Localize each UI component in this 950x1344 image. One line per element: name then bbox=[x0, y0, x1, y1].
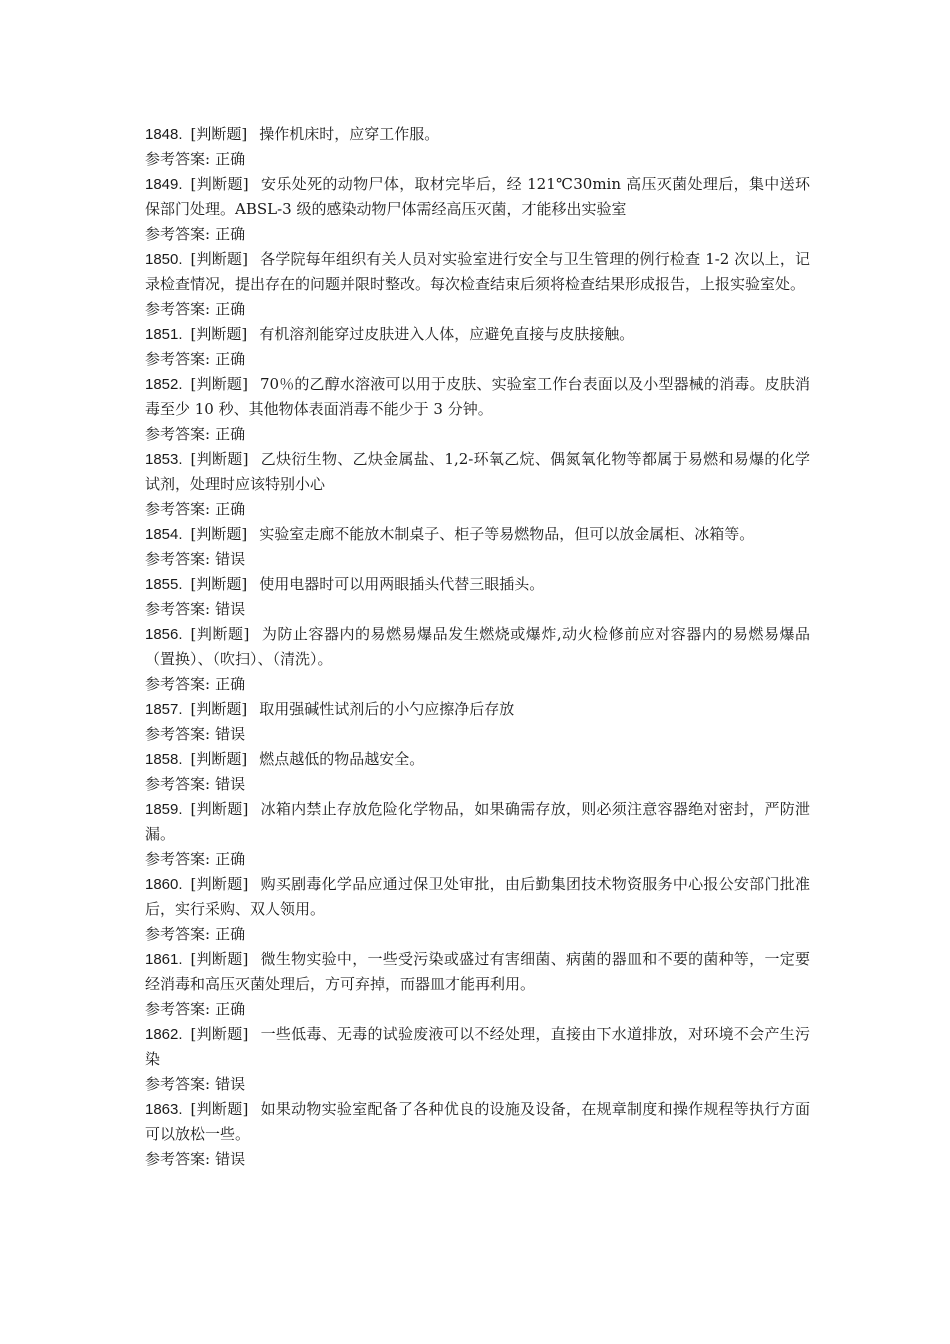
question-number: 1848. bbox=[145, 126, 183, 143]
answer-label: 参考答案: bbox=[145, 225, 211, 243]
answer-label: 参考答案: bbox=[145, 775, 211, 793]
document-page bbox=[145, 122, 810, 1172]
answer-value: 正确 bbox=[215, 350, 246, 368]
question-number: 1857. bbox=[145, 701, 183, 718]
question-item bbox=[145, 872, 810, 947]
question-item bbox=[145, 122, 810, 172]
answer-label: 参考答案: bbox=[145, 425, 211, 443]
question-line bbox=[145, 747, 810, 772]
question-type: [判断题] bbox=[190, 750, 248, 768]
question-number: 1863. bbox=[145, 1101, 183, 1118]
question-item bbox=[145, 1097, 810, 1172]
answer-label: 参考答案: bbox=[145, 550, 211, 568]
question-number: 1856. bbox=[145, 626, 183, 643]
question-text: 微生物实验中，一些受污染或盛过有害细菌、病菌的器皿和不要的菌种等，一定要经消毒和高压灭菌处理后，方可弃掉，而器皿才能再利用。 bbox=[145, 950, 810, 993]
answer-value: 正确 bbox=[215, 300, 246, 318]
question-number: 1849. bbox=[145, 176, 183, 193]
question-text: 为防止容器内的易燃易爆品发生燃烧或爆炸,动火检修前应对容器内的易燃易爆品 （置换）、（吹扫）、（清洗）。 bbox=[145, 625, 810, 668]
question-line bbox=[145, 322, 810, 347]
question-line bbox=[145, 1022, 810, 1072]
question-text: 冰箱内禁止存放危险化学物品，如果确需存放，则必须注意容器绝对密封，严防泄漏。 bbox=[145, 800, 810, 843]
answer-value: 正确 bbox=[215, 850, 246, 868]
question-text: 有机溶剂能穿过皮肤进入人体，应避免直接与皮肤接触。 bbox=[259, 325, 635, 343]
answer-line bbox=[145, 672, 810, 697]
answer-value: 错误 bbox=[215, 775, 246, 793]
question-number: 1853. bbox=[145, 451, 183, 468]
answer-value: 错误 bbox=[215, 550, 246, 568]
answer-value: 正确 bbox=[215, 425, 246, 443]
question-number: 1854. bbox=[145, 526, 183, 543]
answer-line bbox=[145, 1147, 810, 1172]
question-text: 购买剧毒化学品应通过保卫处审批，由后勤集团技术物资服务中心报公安部门批准后，实行采购、双人领用。 bbox=[145, 875, 810, 918]
question-type: [判断题] bbox=[190, 175, 249, 193]
question-number: 1852. bbox=[145, 376, 183, 393]
answer-label: 参考答案: bbox=[145, 850, 211, 868]
question-number: 1859. bbox=[145, 801, 183, 818]
answer-label: 参考答案: bbox=[145, 675, 211, 693]
answer-label: 参考答案: bbox=[145, 300, 211, 318]
question-line bbox=[145, 622, 810, 672]
question-item bbox=[145, 247, 810, 322]
answer-line bbox=[145, 547, 810, 572]
answer-value: 正确 bbox=[215, 925, 246, 943]
question-text: 乙炔衍生物、乙炔金属盐、1,2-环氧乙烷、偶氮氧化物等都属于易燃和易爆的化学试剂，处理时应该特别小心 bbox=[145, 450, 810, 493]
question-number: 1860. bbox=[145, 876, 183, 893]
question-text: 安乐处死的动物尸体，取材完毕后，经 121℃30min 高压灭菌处理后，集中送环保部门处理。ABSL-3 级的感染动物尸体需经高压灭菌，才能移出实验室 bbox=[145, 175, 810, 218]
question-line bbox=[145, 522, 810, 547]
question-type: [判断题] bbox=[190, 875, 249, 893]
question-item bbox=[145, 372, 810, 447]
question-type: [判断题] bbox=[190, 700, 248, 718]
question-item bbox=[145, 747, 810, 797]
question-item bbox=[145, 447, 810, 522]
answer-label: 参考答案: bbox=[145, 925, 211, 943]
question-item bbox=[145, 697, 810, 747]
answer-line bbox=[145, 147, 810, 172]
answer-value: 错误 bbox=[215, 600, 246, 618]
answer-line bbox=[145, 722, 810, 747]
question-number: 1861. bbox=[145, 951, 183, 968]
answer-value: 正确 bbox=[215, 225, 246, 243]
answer-line bbox=[145, 847, 810, 872]
question-number: 1855. bbox=[145, 576, 183, 593]
question-item bbox=[145, 172, 810, 247]
question-line bbox=[145, 572, 810, 597]
answer-value: 正确 bbox=[215, 150, 246, 168]
answer-line bbox=[145, 597, 810, 622]
question-type: [判断题] bbox=[190, 800, 249, 818]
answer-value: 正确 bbox=[215, 500, 246, 518]
question-type: [判断题] bbox=[190, 950, 249, 968]
answer-line bbox=[145, 222, 810, 247]
answer-line bbox=[145, 297, 810, 322]
question-text: 使用电器时可以用两眼插头代替三眼插头。 bbox=[259, 575, 545, 593]
question-text: 操作机床时，应穿工作服。 bbox=[259, 125, 440, 143]
answer-line bbox=[145, 347, 810, 372]
question-type: [判断题] bbox=[190, 375, 248, 393]
answer-label: 参考答案: bbox=[145, 1000, 211, 1018]
question-item bbox=[145, 1022, 810, 1097]
question-number: 1858. bbox=[145, 751, 183, 768]
question-item bbox=[145, 322, 810, 372]
question-text: 燃点越低的物品越安全。 bbox=[259, 750, 425, 768]
answer-value: 正确 bbox=[215, 1000, 246, 1018]
question-type: [判断题] bbox=[190, 1025, 249, 1043]
question-line bbox=[145, 247, 810, 297]
question-type: [判断题] bbox=[190, 450, 249, 468]
answer-line bbox=[145, 922, 810, 947]
question-line bbox=[145, 872, 810, 922]
question-type: [判断题] bbox=[190, 525, 248, 543]
answer-label: 参考答案: bbox=[145, 500, 211, 518]
answer-label: 参考答案: bbox=[145, 350, 211, 368]
answer-value: 错误 bbox=[215, 1150, 246, 1168]
question-line bbox=[145, 697, 810, 722]
answer-value: 错误 bbox=[215, 1075, 246, 1093]
question-line bbox=[145, 372, 810, 422]
question-text: 如果动物实验室配备了各种优良的设施及设备，在规章制度和操作规程等执行方面可以放松一些。 bbox=[145, 1100, 810, 1143]
answer-line bbox=[145, 772, 810, 797]
answer-label: 参考答案: bbox=[145, 725, 211, 743]
question-line bbox=[145, 947, 810, 997]
answer-value: 正确 bbox=[215, 675, 246, 693]
answer-label: 参考答案: bbox=[145, 600, 211, 618]
question-number: 1850. bbox=[145, 251, 183, 268]
answer-value: 错误 bbox=[215, 725, 246, 743]
question-line bbox=[145, 122, 810, 147]
question-number: 1862. bbox=[145, 1026, 183, 1043]
question-line bbox=[145, 172, 810, 222]
question-text: 70％的乙醇水溶液可以用于皮肤、实验室工作台表面以及小型器械的消毒。皮肤消毒至少 10 秒、其他物体表面消毒不能少于 3 分钟。 bbox=[145, 375, 810, 418]
question-text: 实验室走廊不能放木制桌子、柜子等易燃物品，但可以放金属柜、冰箱等。 bbox=[259, 525, 755, 543]
question-item bbox=[145, 797, 810, 872]
question-text: 各学院每年组织有关人员对实验室进行安全与卫生管理的例行检查 1-2 次以上，记录检查情况，提出存在的问题并限时整改。每次检查结束后须将检查结果形成报告，上报实验室处。 bbox=[145, 250, 810, 293]
question-text: 取用强碱性试剂后的小勺应擦净后存放 bbox=[259, 700, 515, 718]
question-item bbox=[145, 572, 810, 622]
question-type: [判断题] bbox=[190, 125, 248, 143]
answer-line bbox=[145, 497, 810, 522]
answer-label: 参考答案: bbox=[145, 1150, 211, 1168]
question-type: [判断题] bbox=[190, 250, 248, 268]
question-type: [判断题] bbox=[190, 625, 250, 643]
question-text: 一些低毒、无毒的试验废液可以不经处理，直接由下水道排放，对环境不会产生污染 bbox=[145, 1025, 810, 1068]
question-item bbox=[145, 522, 810, 572]
question-line bbox=[145, 1097, 810, 1147]
question-type: [判断题] bbox=[190, 325, 248, 343]
question-type: [判断题] bbox=[190, 1100, 249, 1118]
question-type: [判断题] bbox=[190, 575, 248, 593]
answer-line bbox=[145, 1072, 810, 1097]
question-number: 1851. bbox=[145, 326, 183, 343]
answer-line bbox=[145, 997, 810, 1022]
question-item bbox=[145, 622, 810, 697]
answer-label: 参考答案: bbox=[145, 150, 211, 168]
question-item bbox=[145, 947, 810, 1022]
answer-line bbox=[145, 422, 810, 447]
question-line bbox=[145, 797, 810, 847]
question-line bbox=[145, 447, 810, 497]
answer-label: 参考答案: bbox=[145, 1075, 211, 1093]
